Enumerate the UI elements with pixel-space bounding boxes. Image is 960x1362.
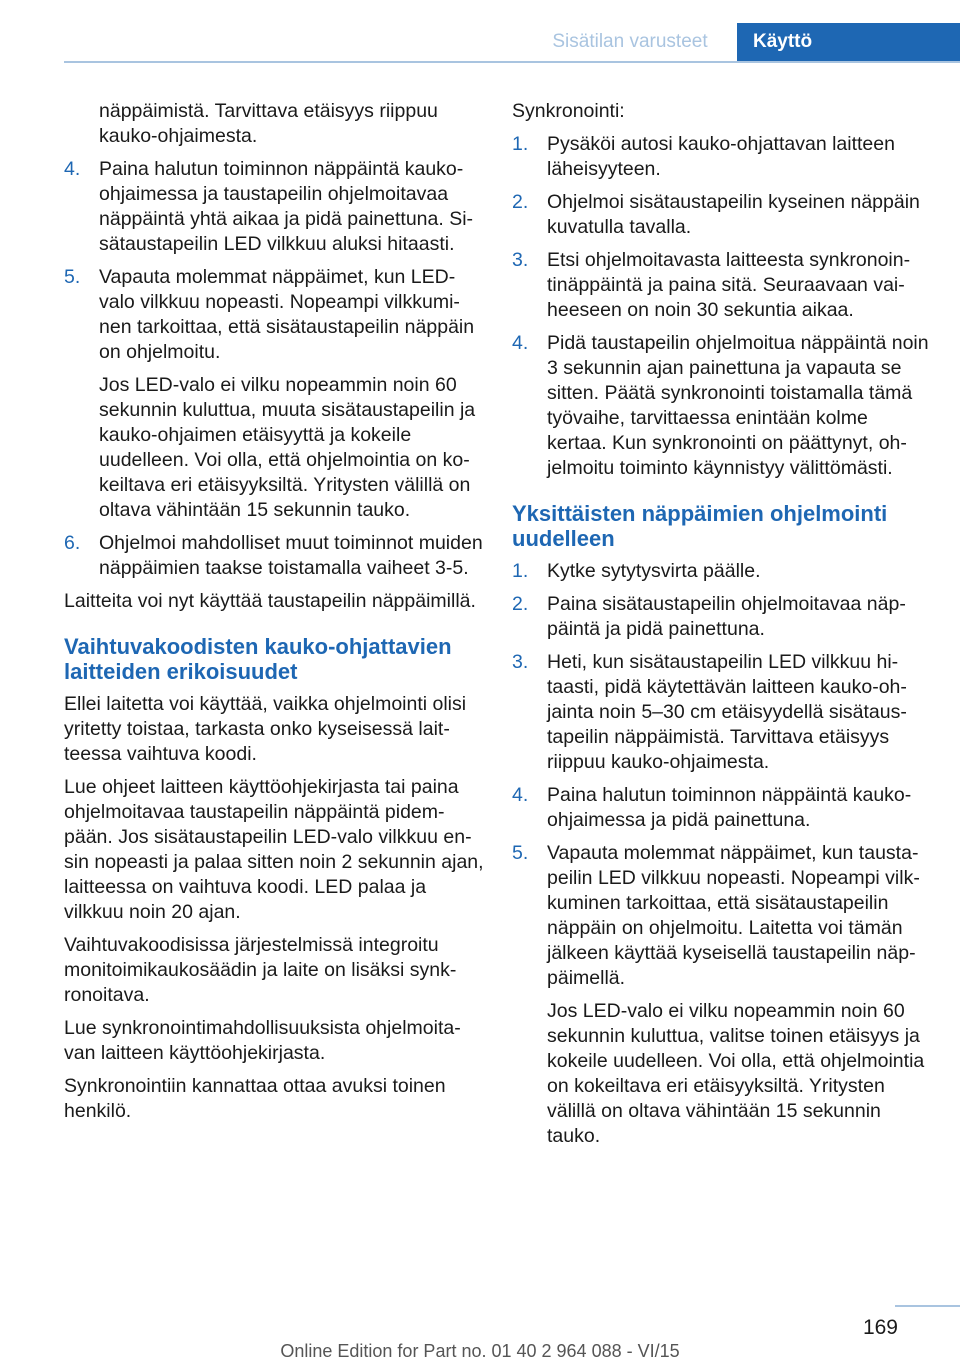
list-item-step-6: [64, 531, 484, 581]
list-item-step-5: [64, 265, 484, 523]
list-item-step-4: [512, 783, 932, 833]
step-number: 1.: [512, 133, 529, 155]
paragraph: Lue ohjeet laitteen käyttöohjekirjasta tai paina ohjelmoitavaa taustapeilin näppäintä pidempään. Jos sisätaustapeilin LED-valo vilkkuu ensin nopeasti ja palaa sitten noin 2 sekunnin ajan, laitteessa on vaihtuva koodi. LED palaa ja vilkkuu noin 20 ajan.: [64, 776, 484, 923]
step-number: 1.: [512, 560, 529, 582]
step-number: 4.: [512, 784, 529, 806]
step-note: Jos LED-valo ei vilku nopeammin noin 60 sekunnin kuluttua, muuta sisätaustapeilin ja kauko-ohjaimen etäisyyttä ja kokeile uudelleen. Voi olla, että ohjelmointia on kokeiltava eri etäisyyksiltä. Yritysten välillä on oltava vähintään 15 sekunnin tauko.: [99, 374, 476, 521]
footer-divider: [895, 1305, 960, 1307]
step-number: 4.: [512, 332, 529, 354]
header-chapter-tab: Käyttö: [737, 23, 960, 61]
left-column: [64, 99, 484, 1132]
list-item-step-1: [512, 132, 932, 182]
edition-footer: Online Edition for Part no. 01 40 2 964 088 - VI/15: [280, 1341, 680, 1361]
step-text: Kytke sytytysvirta päälle.: [547, 560, 761, 582]
section-heading: Yksittäisten näppäimien ohjelmointi uudelleen: [512, 501, 888, 551]
paragraph: Synkronointiin kannattaa ottaa avuksi toinen henkilö.: [64, 1075, 446, 1122]
step-number: 4.: [64, 158, 81, 180]
header-section-title: Sisätilan varusteet: [552, 31, 708, 52]
step-text: Paina halutun toiminnon näppäintä kaukoohjaimessa ja taustapeilin ohjelmoitavaa näppäintä yhtä aikaa ja pidä painettuna. Sisätaustapeilin LED vilkkuu aluksi hitaasti.: [99, 158, 474, 255]
paragraph: Ellei laitetta voi käyttää, vaikka ohjelmointi olisi yritetty toistaa, tarkasta onko kyseisessä laitteessa vaihtuva koodi.: [64, 693, 467, 765]
list-item-step-3: [512, 248, 932, 323]
section-heading: Vaihtuvakoodisten kauko-ohjattavien laitteiden erikoisuudet: [64, 634, 452, 684]
paragraph: Vaihtuvakoodisissa järjestelmissä integroitu monitoimikaukosäädin ja laite on lisäksi synkronoitava.: [64, 934, 457, 1006]
step-number: 5.: [512, 842, 529, 864]
page-number: 169: [862, 1316, 898, 1339]
step-number: 2.: [512, 593, 529, 615]
step-number: 3.: [512, 249, 529, 271]
step-number: 5.: [64, 266, 81, 288]
step-text: Vapauta molemmat näppäimet, kun taustapeilin LED vilkkuu nopeasti. Nopeampi vilkkuminen tarkoittaa, että sisätaustapeilin näppäin on ohjelmoitu. Laitetta voi tämän jälkeen käyttää kyseisellä taustapeilin näppäimellä.: [547, 842, 920, 989]
step-text: Pysäköi autosi kauko-ohjattavan laitteen läheisyyteen.: [547, 133, 895, 180]
list-item-step-2: [512, 592, 932, 642]
step-number: 2.: [512, 191, 529, 213]
step-text: Ohjelmoi mahdolliset muut toiminnot muiden näppäimien taakse toistamalla vaiheet 3-5.: [99, 532, 483, 579]
paragraph: Synkronointi:: [512, 100, 625, 122]
list-item-step-4: [512, 331, 932, 481]
list-item-step-2: [512, 190, 932, 240]
step-number: 6.: [64, 532, 81, 554]
step-text: Pidä taustapeilin ohjelmoitua näppäintä noin 3 sekunnin ajan painettuna ja vapauta se sitten. Päätä synkronointi toistamalla tämä työvaihe, tarvittaessa enintään kolme kertaa. Kun synkronointi on päättynyt, ohjelmoitu toiminto käynnistyy välittömästi.: [547, 332, 929, 479]
list-item-step-3: [512, 650, 932, 775]
right-column: [512, 99, 932, 1157]
step-note: Jos LED-valo ei vilku nopeammin noin 60 sekunnin kuluttua, valitse toinen etäisyys ja kokeile uudelleen. Voi olla, että ohjelmointia on kokeiltava eri etäisyyksiltä. Yritysten välillä on oltava vähintään 15 sekunnin tauko.: [547, 1000, 925, 1147]
step-text: Vapauta molemmat näppäimet, kun LED-valo vilkkuu nopeasti. Nopeampi vilkkuminen tarkoittaa, että sisätaustapeilin näppäin on ohjelmoitu.: [99, 266, 475, 363]
list-item-step-5: [512, 841, 932, 1149]
list-item-step-1: [512, 559, 932, 584]
paragraph: Laitteita voi nyt käyttää taustapeilin näppäimillä.: [64, 590, 476, 612]
continued-step-text: näppäimistä. Tarvittava etäisyys riippuu kauko-ohjaimesta.: [99, 100, 438, 147]
step-number: 3.: [512, 651, 529, 673]
step-text: Paina sisätaustapeilin ohjelmoitavaa näppäintä ja pidä painettuna.: [547, 593, 906, 640]
step-text: Etsi ohjelmoitavasta laitteesta synkronointinäppäintä ja paina sitä. Seuraavaan vaiheeseen on noin 30 sekuntia aikaa.: [547, 249, 911, 321]
paragraph: Lue synkronointimahdollisuuksista ohjelmoitavan laitteen käyttöohjekirjasta.: [64, 1017, 461, 1064]
step-text: Paina halutun toiminnon näppäintä kaukoohjaimessa ja pidä painettuna.: [547, 784, 912, 831]
header-divider: [64, 61, 960, 63]
list-item-step-4: [64, 157, 484, 257]
step-text: Heti, kun sisätaustapeilin LED vilkkuu hitaasti, pidä käytettävän laitteen kauko-ohjainta noin 5–30 cm etäisyydellä sisätaustapeilin näppäimistä. Tarvittava etäisyys riippuu kauko-ohjaimesta.: [547, 651, 907, 773]
page-header: [0, 23, 960, 63]
step-text: Ohjelmoi sisätaustapeilin kyseinen näppäin kuvatulla tavalla.: [547, 191, 920, 238]
